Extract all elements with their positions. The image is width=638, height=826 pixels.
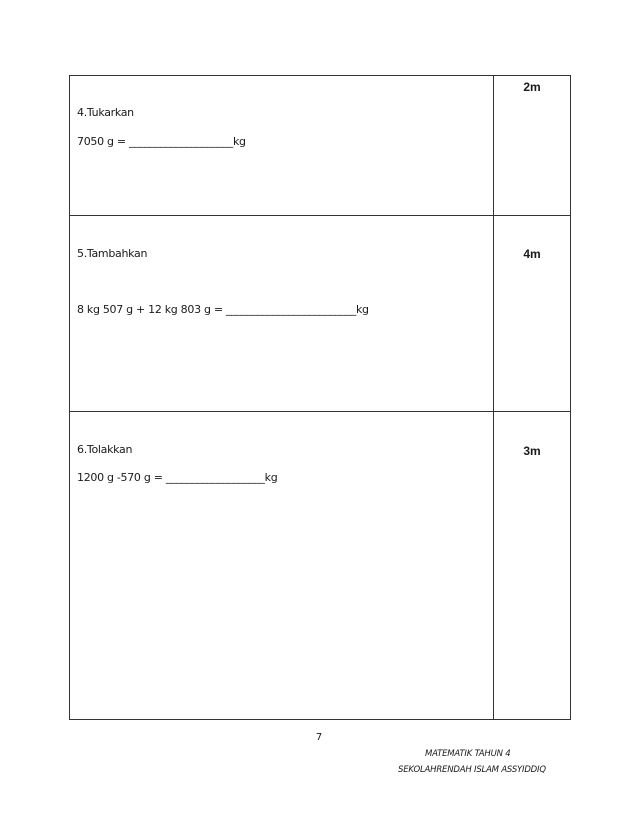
marks-cell-5 <box>494 216 571 412</box>
question-4-title: 4.Tukarkan <box>77 106 134 119</box>
question-5-text: 8 kg 507 g + 12 kg 803 g = _________________________kg <box>77 303 369 316</box>
marks-cell-4 <box>494 76 571 216</box>
marks-label-4: 2m <box>523 80 541 94</box>
question-row-5 <box>70 216 571 412</box>
question-cell-4 <box>70 76 494 216</box>
worksheet-table <box>69 75 571 720</box>
question-6-text: 1200 g -570 g = ___________________kg <box>77 471 278 484</box>
question-cell-5 <box>70 216 494 412</box>
question-row-4 <box>70 76 571 216</box>
question-6-title: 6.Tolakkan <box>77 443 133 456</box>
marks-label-5: 4m <box>523 247 541 261</box>
footer-school: SEKOLAHRENDAH ISLAM ASSYIDDIQ <box>398 765 546 775</box>
footer-subject: MATEMATIK TAHUN 4 <box>425 749 511 759</box>
marks-cell-6 <box>494 412 571 720</box>
marks-label-6: 3m <box>523 444 541 458</box>
question-4-text: 7050 g = ____________________kg <box>77 135 246 148</box>
question-row-6 <box>70 412 571 720</box>
page-number: 7 <box>315 732 323 743</box>
question-5-title: 5.Tambahkan <box>77 247 148 260</box>
question-cell-6 <box>70 412 494 720</box>
